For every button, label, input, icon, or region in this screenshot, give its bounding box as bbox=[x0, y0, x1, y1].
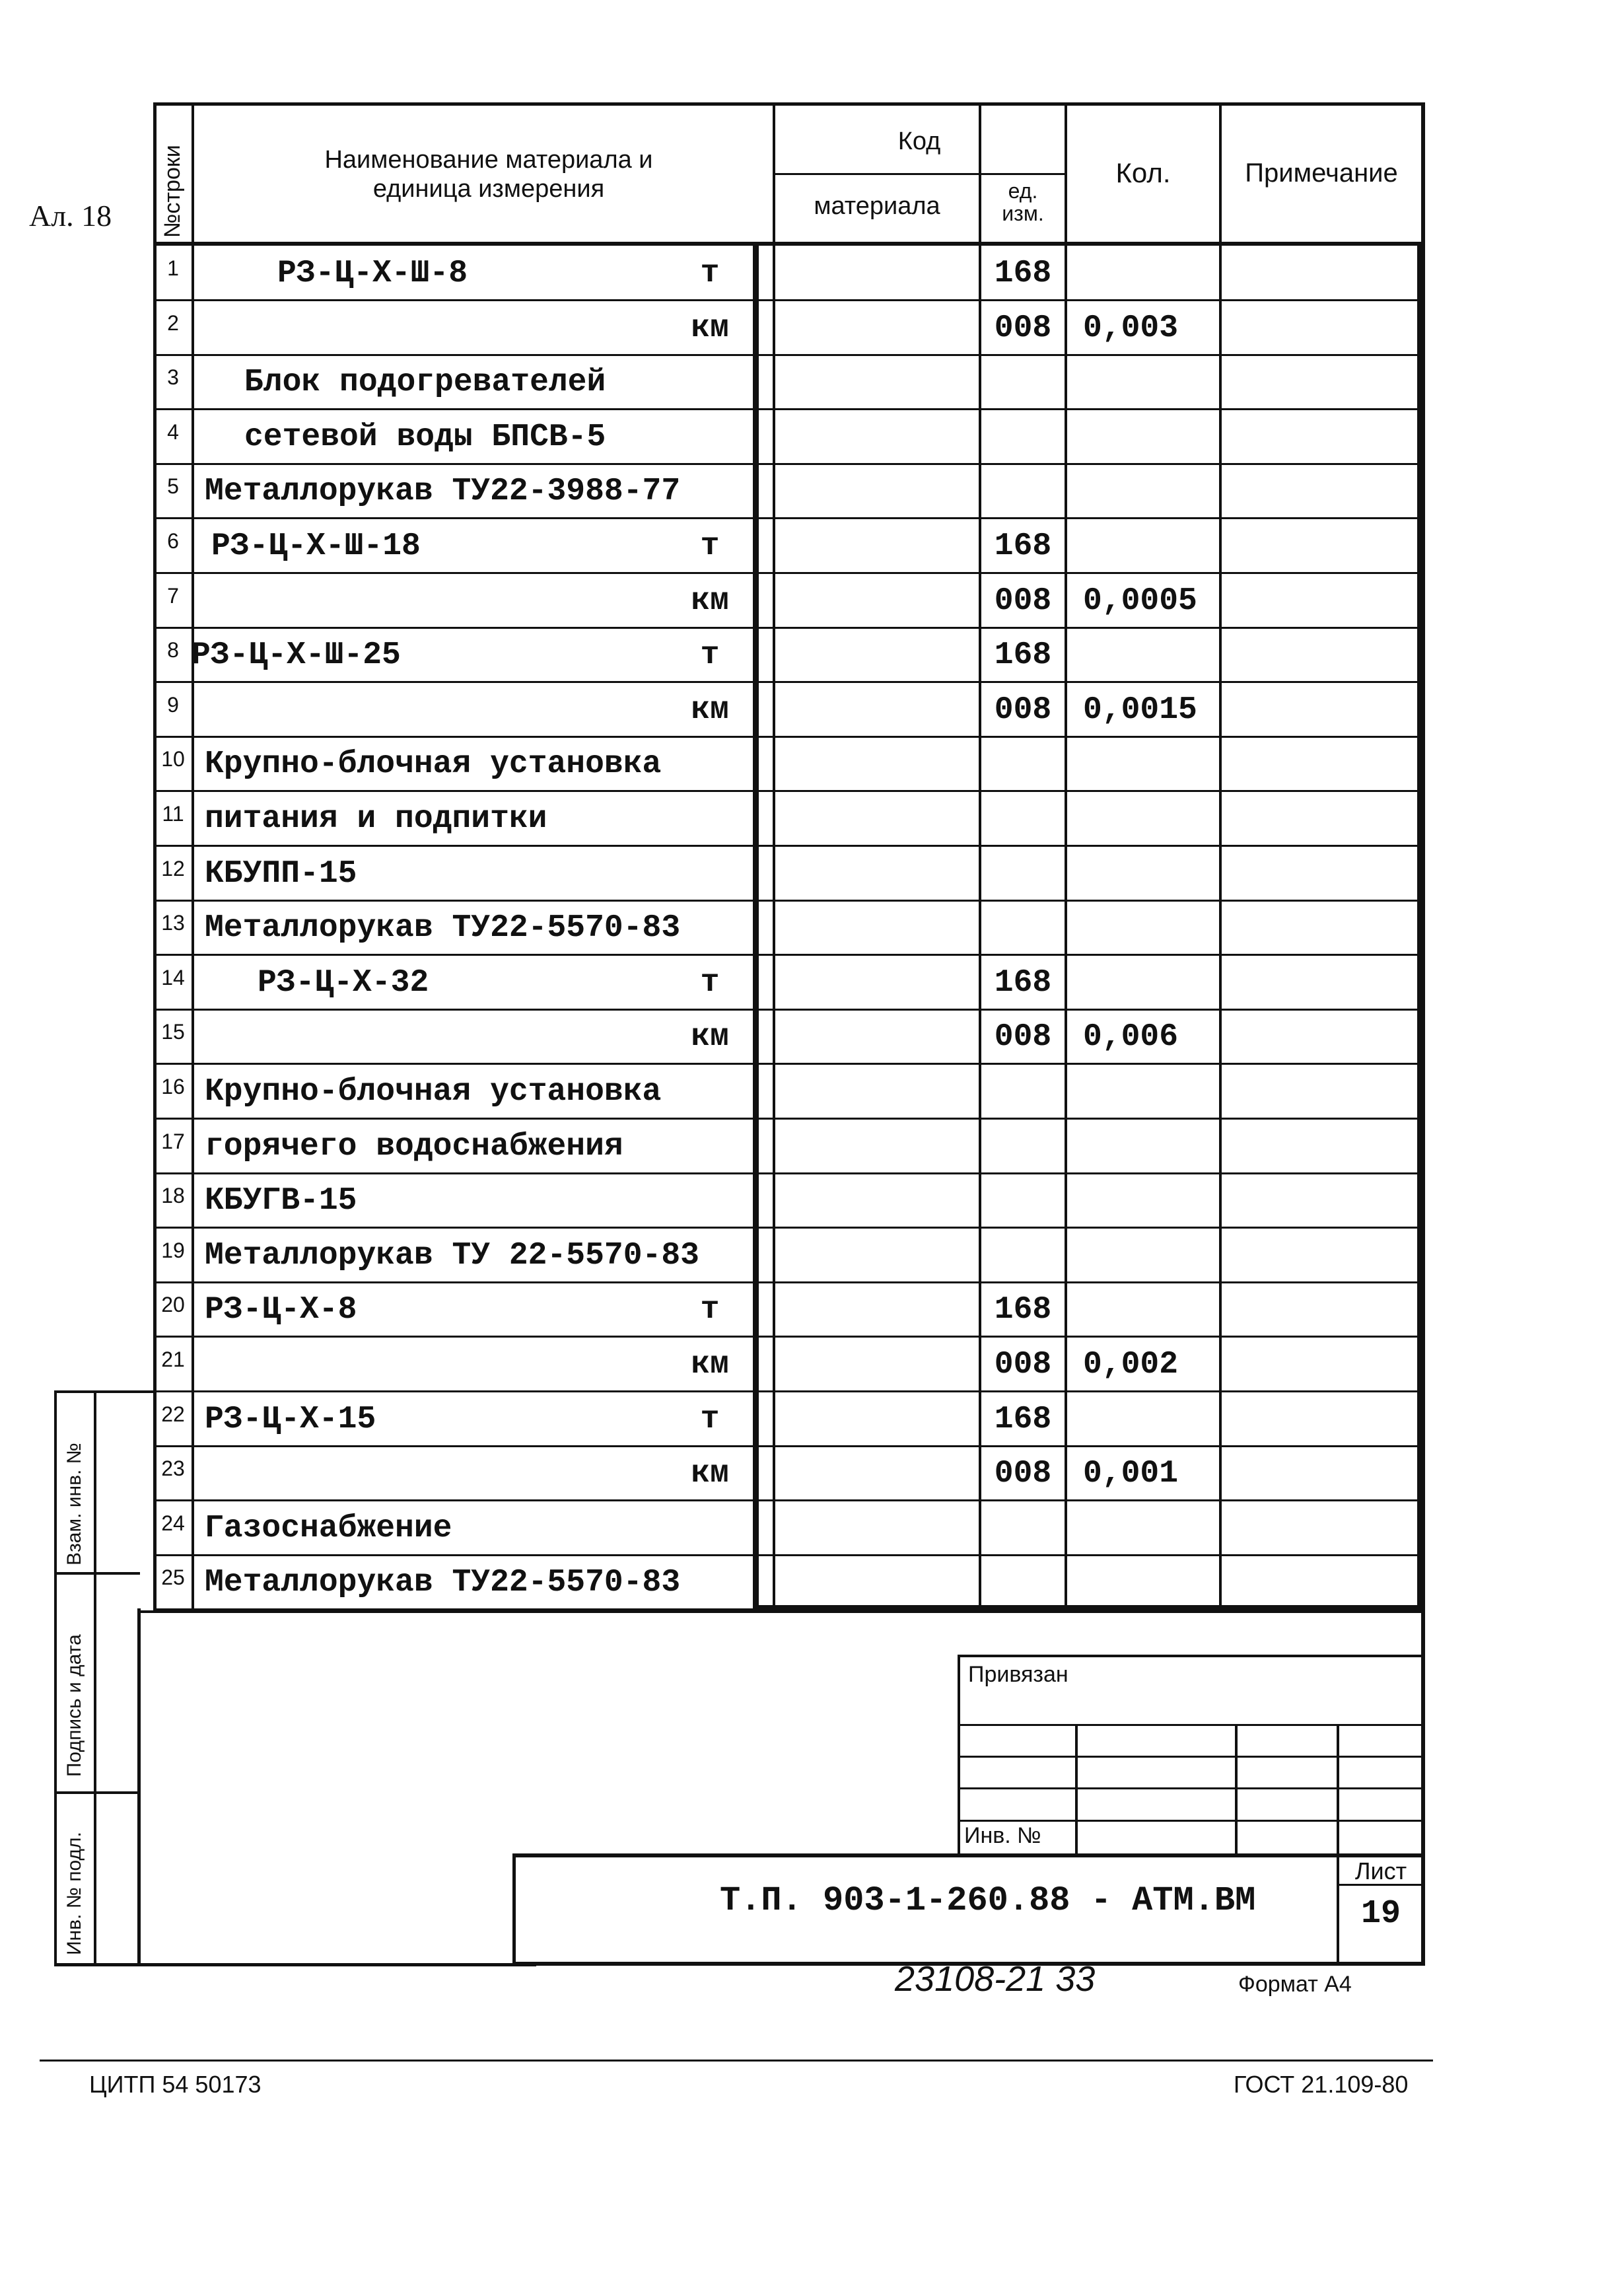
unit-code: 008 bbox=[994, 310, 1052, 346]
stamp-inv-no: Инв. № bbox=[964, 1823, 1041, 1848]
material-name: КБУПП-15 bbox=[205, 856, 357, 892]
material-name: Металлорукав ТУ 22-5570-83 bbox=[205, 1238, 699, 1274]
unit-text: км bbox=[691, 1347, 729, 1382]
quantity: 0,001 bbox=[1083, 1456, 1179, 1491]
material-name: РЗ-Ц-Х-32 bbox=[258, 965, 429, 1001]
unit-code: 168 bbox=[994, 528, 1052, 564]
row-divider bbox=[153, 954, 1425, 956]
material-name: РЗ-Ц-Х-8 bbox=[205, 1292, 357, 1328]
header-note: Примечание bbox=[1245, 159, 1398, 188]
unit-text: км bbox=[691, 310, 729, 346]
material-name: КБУГВ-15 bbox=[205, 1183, 357, 1219]
row-number: 24 bbox=[161, 1511, 185, 1535]
material-name: РЗ-Ц-Х-Ш-18 bbox=[211, 528, 421, 564]
stamp-privyazan: Привязан bbox=[968, 1662, 1068, 1687]
row-divider bbox=[153, 517, 1425, 519]
unit-text: т bbox=[700, 528, 720, 564]
material-name: Металлорукав ТУ22-5570-83 bbox=[205, 1565, 681, 1600]
row-number: 2 bbox=[167, 311, 179, 335]
side-podpis-data: Подпись и дата bbox=[63, 1634, 85, 1777]
row-divider bbox=[153, 900, 1425, 902]
unit-text: км bbox=[691, 692, 729, 728]
row-divider bbox=[153, 1118, 1425, 1120]
row-divider bbox=[153, 627, 1425, 629]
material-name: РЗ-Ц-Х-15 bbox=[205, 1402, 376, 1437]
material-name: сетевой воды БПСВ-5 bbox=[244, 419, 606, 455]
row-divider bbox=[153, 408, 1425, 410]
quantity: 0,0015 bbox=[1083, 692, 1197, 728]
row-number: 9 bbox=[167, 693, 179, 717]
material-name: РЗ-Ц-Х-Ш-25 bbox=[192, 637, 401, 673]
row-number: 4 bbox=[167, 420, 179, 444]
unit-code: 008 bbox=[994, 1347, 1052, 1382]
row-number: 10 bbox=[161, 747, 185, 771]
stamp-list-number: 19 bbox=[1360, 1895, 1401, 1933]
row-divider bbox=[153, 1063, 1425, 1065]
material-name: Крупно-блочная установка bbox=[205, 1074, 662, 1110]
row-number: 22 bbox=[161, 1402, 185, 1426]
row-number: 13 bbox=[161, 911, 185, 935]
unit-code: 008 bbox=[994, 583, 1052, 619]
unit-code: 168 bbox=[994, 965, 1052, 1001]
quantity: 0,003 bbox=[1083, 310, 1179, 346]
row-number: 21 bbox=[161, 1347, 185, 1371]
row-divider bbox=[153, 681, 1425, 683]
handwritten-number: 23108-21 33 bbox=[895, 1959, 1096, 1999]
row-divider bbox=[153, 1172, 1425, 1174]
unit-code: 168 bbox=[994, 1402, 1052, 1437]
header-code-material: материала bbox=[814, 192, 940, 220]
unit-code: 008 bbox=[994, 1456, 1052, 1491]
row-number: 18 bbox=[161, 1184, 185, 1207]
unit-code: 008 bbox=[994, 1019, 1052, 1055]
row-number: 7 bbox=[167, 584, 179, 608]
unit-code: 168 bbox=[994, 256, 1052, 291]
material-name: Газоснабжение bbox=[205, 1511, 452, 1546]
row-divider bbox=[153, 299, 1425, 301]
row-number: 16 bbox=[161, 1075, 185, 1098]
header-quantity: Кол. bbox=[1115, 157, 1171, 188]
unit-text: км bbox=[691, 1019, 729, 1055]
row-divider bbox=[153, 736, 1425, 738]
row-divider bbox=[153, 1336, 1425, 1338]
header-code-unit: ед. изм. bbox=[1002, 179, 1044, 225]
row-number: 6 bbox=[167, 529, 179, 553]
row-divider bbox=[153, 1009, 1425, 1011]
row-divider bbox=[153, 1445, 1425, 1447]
row-divider bbox=[153, 572, 1425, 574]
unit-code: 168 bbox=[994, 1292, 1052, 1328]
row-divider bbox=[153, 1390, 1425, 1392]
material-name: горячего водоснабжения bbox=[205, 1129, 623, 1165]
row-divider bbox=[153, 1554, 1425, 1556]
unit-text: т bbox=[700, 256, 720, 291]
row-number: 17 bbox=[161, 1130, 185, 1153]
row-divider bbox=[153, 1281, 1425, 1283]
row-number: 14 bbox=[161, 966, 185, 989]
row-number: 11 bbox=[162, 802, 184, 826]
row-number: 15 bbox=[161, 1020, 185, 1044]
side-inv-podl: Инв. № подл. bbox=[63, 1832, 85, 1955]
unit-text: т bbox=[700, 965, 720, 1001]
unit-text: т bbox=[700, 1402, 720, 1437]
margin-label: Ал. 18 bbox=[29, 199, 112, 233]
unit-text: км bbox=[691, 1456, 729, 1491]
row-divider bbox=[153, 845, 1425, 847]
header-row-number: №строки bbox=[160, 145, 185, 238]
row-divider bbox=[153, 790, 1425, 792]
quantity: 0,006 bbox=[1083, 1019, 1179, 1055]
footer-gost: ГОСТ 21.109-80 bbox=[1234, 2071, 1409, 2098]
quantity: 0,002 bbox=[1083, 1347, 1179, 1382]
side-vzam-inv: Взам. инв. № bbox=[63, 1443, 85, 1565]
unit-text: т bbox=[700, 1292, 720, 1328]
material-name: Металлорукав ТУ22-3988-77 bbox=[205, 474, 681, 509]
row-number: 12 bbox=[161, 857, 185, 880]
row-divider bbox=[153, 463, 1425, 465]
stamp-list-label: Лист bbox=[1354, 1857, 1407, 1884]
unit-text: т bbox=[700, 637, 720, 673]
material-name: РЗ-Ц-Х-Ш-8 bbox=[277, 256, 468, 291]
row-number: 23 bbox=[161, 1456, 185, 1480]
row-number: 25 bbox=[161, 1565, 185, 1589]
row-number: 20 bbox=[161, 1293, 185, 1316]
header-name: Наименование материала и единица измерения bbox=[324, 146, 653, 203]
footer-left-code: ЦИТП 54 50173 bbox=[89, 2071, 262, 2098]
stamp-doc-code: Т.П. 903-1-260.88 - АТМ.ВМ bbox=[720, 1881, 1256, 1920]
row-number: 5 bbox=[167, 474, 179, 498]
unit-code: 168 bbox=[994, 637, 1052, 673]
unit-text: км bbox=[691, 583, 729, 619]
row-divider bbox=[153, 354, 1425, 356]
unit-code: 008 bbox=[994, 692, 1052, 728]
quantity: 0,0005 bbox=[1083, 583, 1197, 619]
row-divider bbox=[153, 1227, 1425, 1229]
material-name: Крупно-блочная установка bbox=[205, 746, 662, 782]
row-number: 19 bbox=[161, 1238, 185, 1262]
footer-rule bbox=[40, 2060, 1433, 2062]
row-number: 8 bbox=[167, 638, 179, 662]
row-number: 3 bbox=[167, 365, 179, 389]
material-name: питания и подпитки bbox=[205, 801, 547, 837]
material-name: Блок подогревателей bbox=[244, 365, 606, 400]
format-label: Формат А4 bbox=[1238, 1972, 1352, 1997]
row-divider bbox=[153, 1499, 1425, 1501]
header-code: Код bbox=[897, 127, 941, 155]
row-number: 1 bbox=[167, 256, 179, 280]
material-name: Металлорукав ТУ22-5570-83 bbox=[205, 910, 681, 946]
